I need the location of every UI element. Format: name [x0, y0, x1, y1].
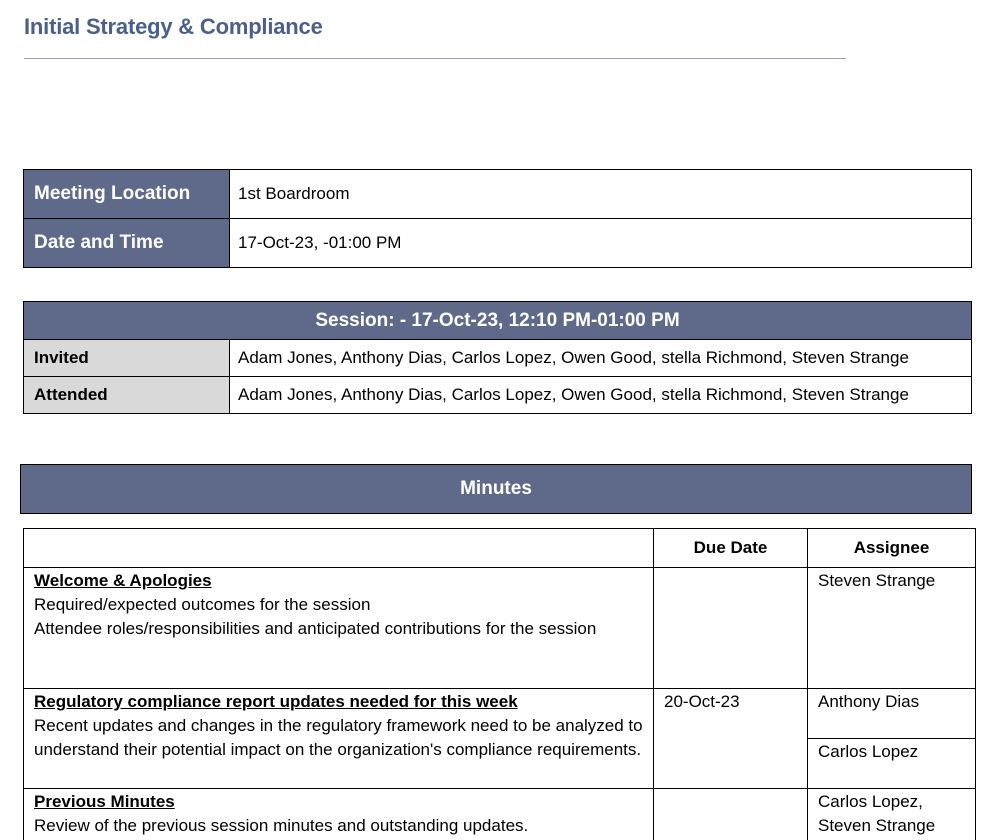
attended-value: Adam Jones, Anthony Dias, Carlos Lopez, Owen Good, stella Richmond, Steven Strange	[230, 377, 972, 414]
item-body: Review of the previous session minutes and outstanding updates.	[34, 816, 529, 835]
due-date-column-header: Due Date	[654, 529, 808, 568]
item-assignee	[808, 789, 976, 840]
item-column-header	[24, 529, 654, 568]
item-title: Regulatory compliance report updates needed for this week	[34, 692, 518, 711]
item-assignee: Anthony Dias	[808, 689, 976, 739]
invited-label: Invited	[24, 340, 230, 377]
item-assignee-line: Steven Strange	[818, 816, 936, 835]
meeting-location-label: Meeting Location	[24, 170, 230, 219]
item-assignee: Steven Strange	[808, 568, 976, 689]
item-due-date	[654, 789, 808, 840]
item-due-date	[654, 568, 808, 689]
item-title: Welcome & Apologies	[34, 571, 212, 590]
minutes-item-row	[24, 568, 976, 689]
item-title: Previous Minutes	[34, 792, 175, 811]
item-body: Recent updates and changes in the regulatory framework need to be analyzed to understand their potential impact on the organization's compliance requirements.	[34, 716, 643, 759]
meeting-info-table	[23, 169, 972, 268]
meeting-location-row	[24, 170, 972, 219]
title-divider	[24, 58, 846, 59]
minutes-item-row	[24, 689, 976, 739]
minutes-item-cell	[24, 689, 654, 789]
invited-row	[24, 340, 972, 377]
minutes-column-headers	[24, 529, 976, 568]
document-title: Initial Strategy & Compliance	[24, 14, 323, 39]
item-assignee-line: Carlos Lopez,	[818, 792, 923, 811]
minutes-item-cell	[24, 789, 654, 840]
attended-label: Attended	[24, 377, 230, 414]
minutes-table	[23, 528, 976, 840]
minutes-item-cell	[24, 568, 654, 689]
date-time-label: Date and Time	[24, 219, 230, 268]
session-table	[23, 301, 972, 414]
item-assignee: Carlos Lopez	[808, 739, 976, 789]
date-time-row	[24, 219, 972, 268]
item-body-line: Required/expected outcomes for the session	[34, 595, 371, 614]
assignee-column-header: Assignee	[808, 529, 976, 568]
attended-row	[24, 377, 972, 414]
item-due-date: 20-Oct-23	[654, 689, 808, 789]
minutes-header: Minutes	[20, 464, 972, 514]
minutes-item-row	[24, 789, 976, 840]
session-header: Session: - 17-Oct-23, 12:10 PM-01:00 PM	[24, 302, 972, 340]
date-time-value: 17-Oct-23, -01:00 PM	[230, 219, 972, 268]
item-body-line: Attendee roles/responsibilities and anticipated contributions for the session	[34, 619, 597, 638]
meeting-location-value: 1st Boardroom	[230, 170, 972, 219]
invited-value: Adam Jones, Anthony Dias, Carlos Lopez, Owen Good, stella Richmond, Steven Strange	[230, 340, 972, 377]
